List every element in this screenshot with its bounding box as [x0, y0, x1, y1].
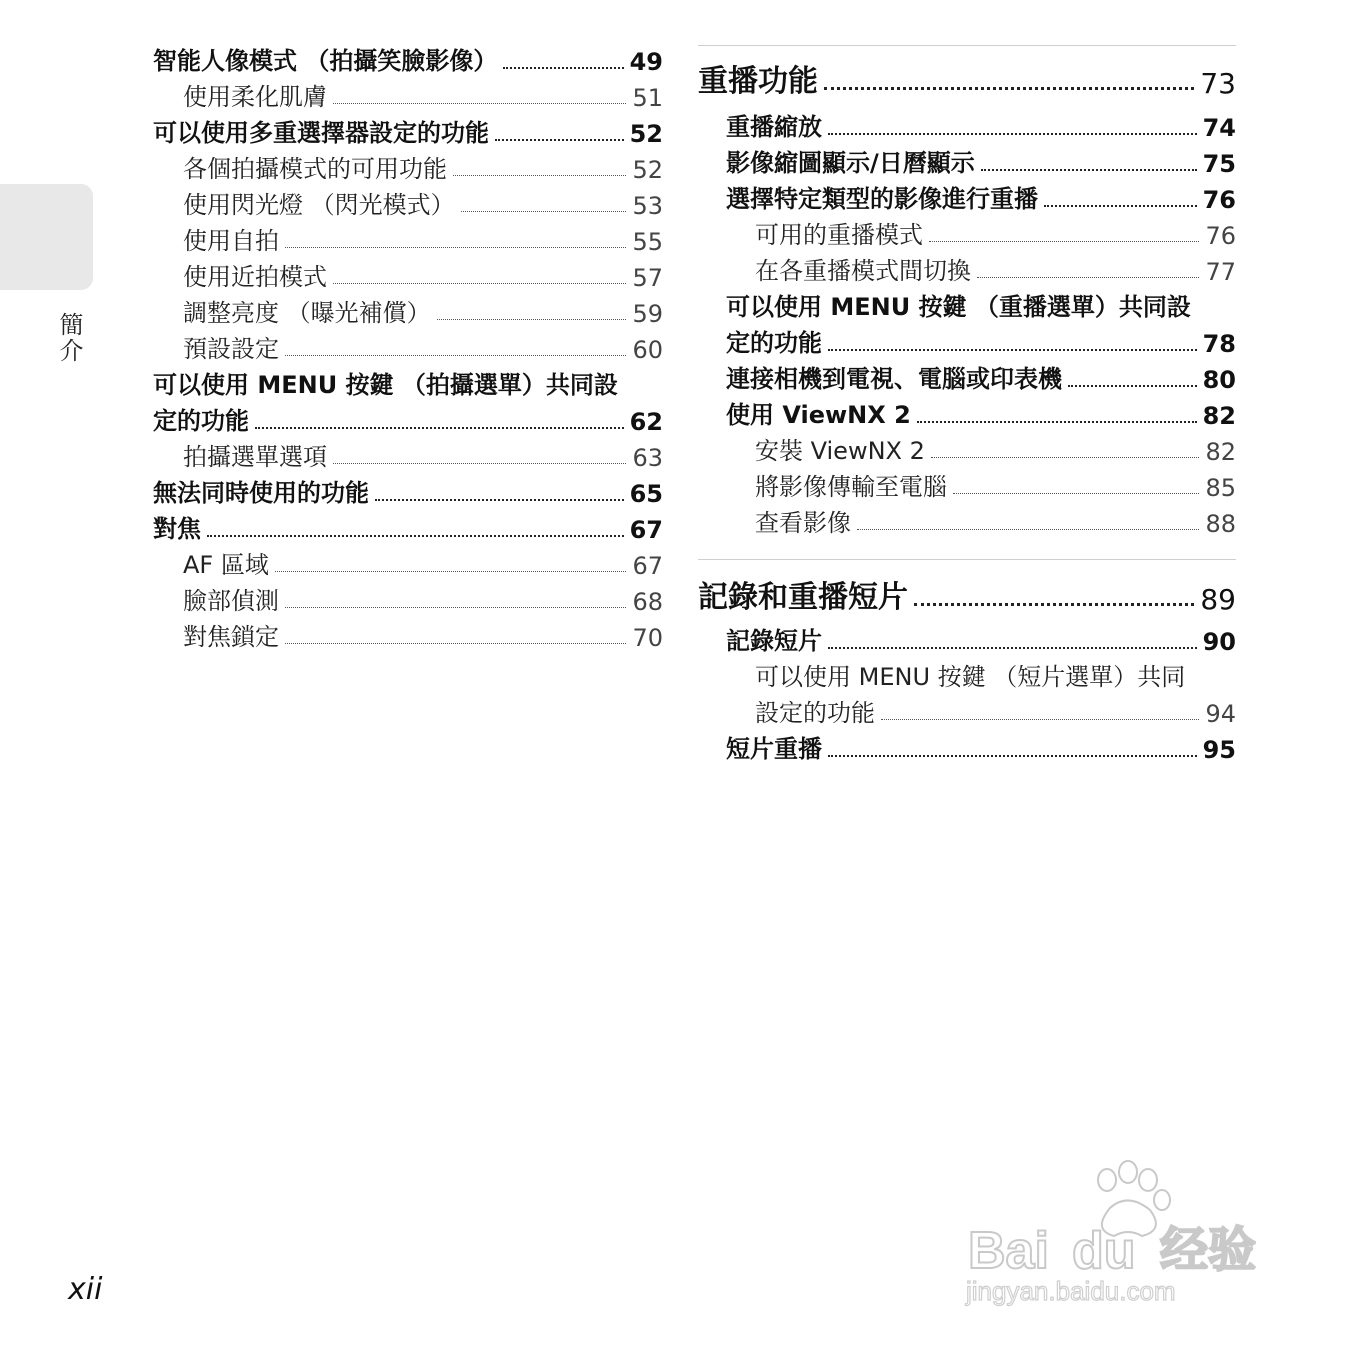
- leader-dots: [857, 529, 1199, 530]
- toc-entry-title: 使用柔化肌膚: [183, 83, 327, 111]
- toc-entry[interactable]: [183, 544, 663, 580]
- section-tab[interactable]: [0, 184, 93, 290]
- toc-entry[interactable]: [153, 112, 663, 148]
- toc-entry-title-line1: 可以使用 MENU 按鍵 （短片選單）共同: [755, 663, 1186, 691]
- toc-entry-page: 53: [632, 192, 663, 220]
- leader-dots: [285, 355, 626, 356]
- leader-dots: [1044, 205, 1197, 207]
- toc-entry[interactable]: [183, 220, 663, 256]
- toc-entry[interactable]: [755, 502, 1236, 538]
- toc-entry[interactable]: [755, 214, 1236, 250]
- toc-entry-title: AF 區域: [183, 551, 269, 579]
- toc-entry[interactable]: [726, 178, 1236, 214]
- leader-dots: [828, 755, 1197, 757]
- toc-entry[interactable]: [183, 184, 663, 220]
- toc-entry-title: 對焦鎖定: [183, 623, 279, 651]
- toc-entry-page: 65: [629, 480, 663, 508]
- toc-entry-title: 可以使用多重選擇器設定的功能: [153, 119, 489, 147]
- toc-entry[interactable]: [183, 580, 663, 616]
- leader-dots: [461, 211, 627, 212]
- toc-entry-title-line1: 可以使用 MENU 按鍵 （拍攝選單）共同設: [153, 371, 618, 399]
- toc-entry[interactable]: [726, 322, 1236, 358]
- toc-entry-page: 59: [632, 300, 663, 328]
- toc-entry[interactable]: [755, 692, 1236, 728]
- toc-entry-page: 75: [1202, 150, 1236, 178]
- leader-dots: [285, 247, 626, 248]
- toc-entry-page: 51: [632, 84, 663, 112]
- leader-dots: [914, 603, 1194, 606]
- toc-section-heading[interactable]: [698, 56, 1236, 100]
- toc-entry[interactable]: [183, 76, 663, 112]
- leader-dots: [495, 139, 624, 141]
- toc-entry-page: 78: [1202, 330, 1236, 358]
- toc-entry[interactable]: [726, 142, 1236, 178]
- leader-dots: [375, 499, 624, 501]
- toc-entry-page: 76: [1205, 222, 1236, 250]
- toc-entry-line1[interactable]: [726, 286, 1236, 322]
- toc-entry-title: 對焦: [153, 515, 201, 543]
- toc-entry-page: 77: [1205, 258, 1236, 286]
- toc-entry-title: 拍攝選單選項: [183, 443, 327, 471]
- toc-entry-page: 82: [1205, 438, 1236, 466]
- toc-entry-title: 使用近拍模式: [183, 263, 327, 291]
- toc-entry-page: 94: [1205, 700, 1236, 728]
- toc-entry[interactable]: [153, 40, 663, 76]
- toc-entry-page: 62: [629, 408, 663, 436]
- toc-entry-line1[interactable]: [153, 364, 663, 400]
- toc-entry[interactable]: [153, 400, 663, 436]
- toc-entry-title: 可用的重播模式: [755, 221, 923, 249]
- toc-entry-title: 預設設定: [183, 335, 279, 363]
- toc-entry[interactable]: [755, 430, 1236, 466]
- svg-text:经验: 经验: [1160, 1222, 1257, 1278]
- leader-dots: [285, 607, 626, 608]
- toc-section-page: 73: [1200, 67, 1236, 100]
- toc-entry-title: 記錄短片: [726, 627, 822, 655]
- toc-entry[interactable]: [183, 148, 663, 184]
- toc-entry[interactable]: [183, 616, 663, 652]
- toc-entry-title: 選擇特定類型的影像進行重播: [726, 185, 1038, 213]
- leader-dots: [931, 457, 1200, 458]
- toc-entry[interactable]: [726, 728, 1236, 764]
- toc-section-page: 89: [1200, 583, 1236, 616]
- toc-entry-page: 55: [632, 228, 663, 256]
- toc-entry[interactable]: [726, 394, 1236, 430]
- svg-text:jingyan.baidu.com: jingyan.baidu.com: [966, 1276, 1176, 1306]
- toc-entry-page: 76: [1202, 186, 1236, 214]
- leader-dots: [255, 427, 624, 429]
- toc-entry-title: 安裝 ViewNX 2: [755, 437, 925, 465]
- leader-dots: [333, 283, 626, 284]
- toc-entry-page: 82: [1202, 402, 1236, 430]
- toc-entry-title: 使用自拍: [183, 227, 279, 255]
- toc-entry-title: 設定的功能: [755, 699, 875, 727]
- leader-dots: [981, 169, 1197, 171]
- toc-entry[interactable]: [183, 436, 663, 472]
- toc-entry-title: 在各重播模式間切換: [755, 257, 971, 285]
- leader-dots: [333, 463, 626, 464]
- leader-dots: [453, 175, 626, 176]
- toc-entry-title: 智能人像模式 （拍攝笑臉影像）: [153, 47, 498, 75]
- toc-entry[interactable]: [726, 358, 1236, 394]
- toc-section-heading[interactable]: [698, 572, 1236, 616]
- toc-entry-page: 63: [632, 444, 663, 472]
- toc-entry[interactable]: [183, 256, 663, 292]
- leader-dots: [207, 535, 624, 537]
- toc-entry-title: 臉部偵測: [183, 587, 279, 615]
- section-divider: [698, 45, 1236, 46]
- leader-dots: [503, 67, 623, 69]
- leader-dots: [333, 103, 626, 104]
- toc-entry-page: 49: [629, 48, 663, 76]
- toc-entry[interactable]: [153, 472, 663, 508]
- toc-entry-title: 各個拍攝模式的可用功能: [183, 155, 447, 183]
- toc-entry-page: 67: [629, 516, 663, 544]
- toc-entry-title: 將影像傳輸至電腦: [755, 473, 947, 501]
- toc-entry-page: 88: [1205, 510, 1236, 538]
- leader-dots: [828, 647, 1197, 649]
- toc-entry-page: 67: [632, 552, 663, 580]
- toc-entry-title: 定的功能: [153, 407, 249, 435]
- svg-text:du: du: [1072, 1222, 1136, 1280]
- toc-entry-title-line1: 可以使用 MENU 按鍵 （重播選單）共同設: [726, 293, 1191, 321]
- toc-entry-page: 90: [1202, 628, 1236, 656]
- section-tab-label: 簡介: [55, 312, 83, 364]
- toc-entry[interactable]: [183, 328, 663, 364]
- toc-entry-page: 80: [1202, 366, 1236, 394]
- section-divider: [698, 559, 1236, 560]
- leader-dots: [275, 571, 627, 572]
- toc-entry-line1[interactable]: [755, 656, 1236, 692]
- toc-entry-title: 使用 ViewNX 2: [726, 401, 911, 429]
- toc-entry-page: 74: [1202, 114, 1236, 142]
- toc-entry[interactable]: [183, 292, 663, 328]
- toc-entry-title: 查看影像: [755, 509, 851, 537]
- page-number: xii: [68, 1272, 103, 1307]
- leader-dots: [929, 241, 1199, 242]
- leader-dots: [824, 87, 1194, 90]
- leader-dots: [977, 277, 1199, 278]
- leader-dots: [285, 643, 626, 644]
- leader-dots: [828, 133, 1197, 135]
- baidu-watermark-logo: [960, 1150, 1290, 1310]
- toc-entry-title: 使用閃光燈 （閃光模式）: [183, 191, 455, 219]
- leader-dots: [437, 319, 627, 320]
- leader-dots: [881, 719, 1199, 720]
- toc-entry-page: 68: [632, 588, 663, 616]
- toc-entry-title: 連接相機到電視、電腦或印表機: [726, 365, 1062, 393]
- leader-dots: [953, 493, 1199, 494]
- toc-entry[interactable]: [726, 106, 1236, 142]
- toc-entry-page: 52: [632, 156, 663, 184]
- toc-entry-page: 52: [629, 120, 663, 148]
- toc-entry-page: 85: [1205, 474, 1236, 502]
- toc-entry-title: 重播縮放: [726, 113, 822, 141]
- toc-entry-title: 無法同時使用的功能: [153, 479, 369, 507]
- toc-entry-title: 短片重播: [726, 735, 822, 763]
- toc-entry-page: 57: [632, 264, 663, 292]
- toc-entry-page: 60: [632, 336, 663, 364]
- toc-section-title: 記錄和重播短片: [698, 580, 908, 615]
- toc-entry[interactable]: [726, 620, 1236, 656]
- leader-dots: [1068, 385, 1197, 387]
- toc-entry-page: 95: [1202, 736, 1236, 764]
- toc-entry[interactable]: [153, 508, 663, 544]
- toc-entry[interactable]: [755, 250, 1236, 286]
- toc-entry-title: 影像縮圖顯示/日曆顯示: [726, 149, 975, 177]
- leader-dots: [917, 421, 1197, 423]
- toc-entry-title: 調整亮度 （曝光補償）: [183, 299, 431, 327]
- toc-entry-page: 70: [632, 624, 663, 652]
- svg-text:Bai: Bai: [968, 1222, 1049, 1280]
- toc-entry-title: 定的功能: [726, 329, 822, 357]
- leader-dots: [828, 349, 1197, 351]
- toc-section-title: 重播功能: [698, 64, 818, 99]
- toc-entry[interactable]: [755, 466, 1236, 502]
